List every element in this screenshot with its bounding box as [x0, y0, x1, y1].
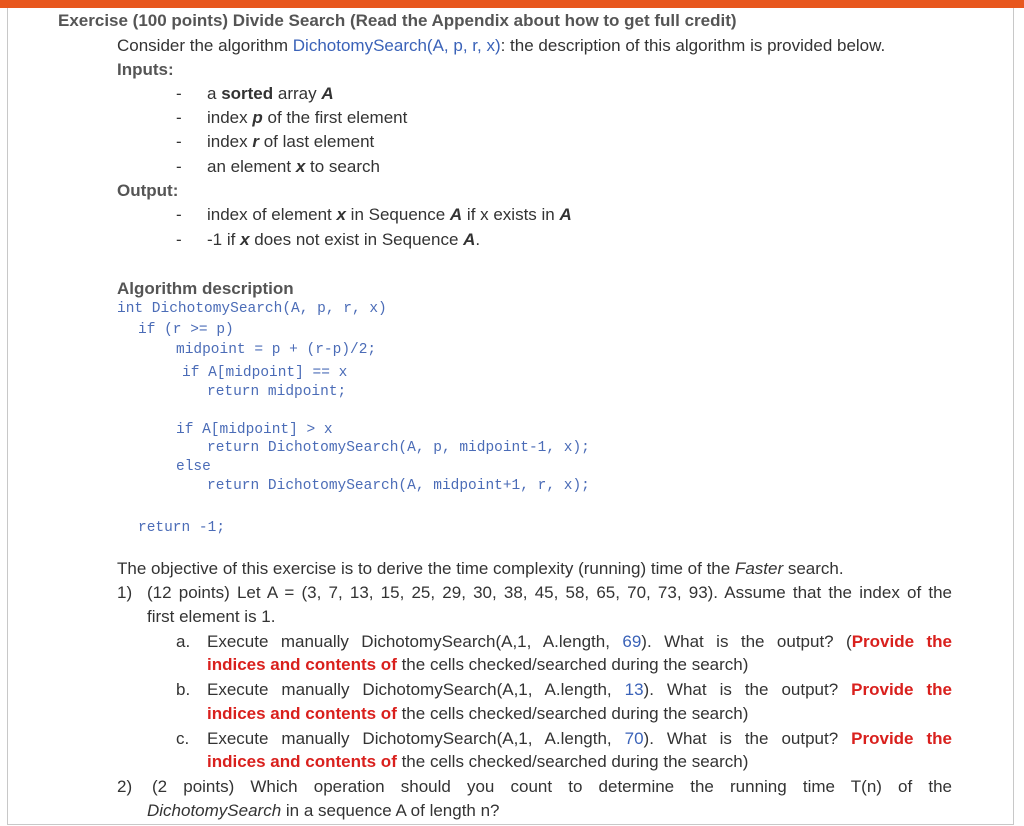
- q1-text-cont: first element is 1.: [147, 607, 276, 626]
- code-line: if (r >= p): [138, 322, 234, 338]
- code-line: return midpoint;: [207, 384, 347, 400]
- output-item: -1 if x does not exist in Sequence A.: [207, 230, 481, 249]
- sub-letter: b.: [176, 680, 191, 699]
- algo-name: DichotomySearch(A, p, r, x): [292, 36, 501, 55]
- list-dash: -: [176, 205, 182, 224]
- list-dash: -: [176, 157, 182, 176]
- sub-question-c: Execute manually DichotomySearch(A,1, A.length, 70). What is the output? Provide the: [207, 729, 952, 748]
- code-line: if A[midpoint] > x: [176, 422, 333, 438]
- list-dash: -: [176, 84, 182, 103]
- sub-question-c-cont: indices and contents of the cells checked/searched during the search): [207, 752, 749, 771]
- code-line: else: [176, 459, 211, 475]
- q1-number: 1): [117, 583, 133, 602]
- code-line: midpoint = p + (r-p)/2;: [176, 342, 377, 358]
- input-item: index p of the first element: [207, 108, 408, 127]
- code-line: return DichotomySearch(A, midpoint+1, r, x);: [207, 478, 590, 494]
- output-label: Output:: [117, 181, 179, 200]
- code-line: int DichotomySearch(A, p, r, x): [117, 301, 387, 317]
- code-line: return -1;: [138, 520, 226, 536]
- objective-text: The objective of this exercise is to derive the time complexity (running) time of the Faster search.: [117, 559, 844, 578]
- algorithm-heading: Algorithm description: [117, 279, 294, 298]
- exercise-title: Exercise (100 points) Divide Search (Read the Appendix about how to get full credit): [58, 11, 737, 30]
- q1-text: (12 points) Let A = (3, 7, 13, 15, 25, 29, 30, 38, 45, 58, 65, 70, 73, 93). Assume that the index of the: [147, 583, 952, 602]
- sub-question-b: Execute manually DichotomySearch(A,1, A.length, 13). What is the output? Provide the: [207, 680, 952, 699]
- list-dash: -: [176, 108, 182, 127]
- input-item: index r of last element: [207, 132, 375, 151]
- code-line: return DichotomySearch(A, p, midpoint-1, x);: [207, 440, 590, 456]
- code-line: if A[midpoint] == x: [182, 365, 348, 381]
- q2-text: (2 points) Which operation should you count to determine the running time T(n) of the: [152, 777, 952, 796]
- sub-question-b-cont: indices and contents of the cells checked/searched during the search): [207, 704, 749, 723]
- inputs-label: Inputs:: [117, 60, 174, 79]
- output-item: index of element x in Sequence A if x exists in A: [207, 205, 572, 224]
- sub-question-a-cont: indices and contents of the cells checked/searched during the search): [207, 655, 749, 674]
- input-item: an element x to search: [207, 157, 380, 176]
- q2-number: 2): [117, 777, 133, 796]
- list-dash: -: [176, 132, 182, 151]
- sub-letter: c.: [176, 729, 190, 748]
- sub-letter: a.: [176, 632, 191, 651]
- intro-text: Consider the algorithm DichotomySearch(A, p, r, x): the description of this algorithm is provided below.: [117, 36, 886, 55]
- list-dash: -: [176, 230, 182, 249]
- input-item: a sorted array A: [207, 84, 334, 103]
- q2-text-cont: DichotomySearch in a sequence A of length n?: [147, 801, 500, 820]
- top-accent-bar: [0, 0, 1024, 8]
- sub-question-a: Execute manually DichotomySearch(A,1, A.length, 69). What is the output? (Provide the: [207, 632, 952, 651]
